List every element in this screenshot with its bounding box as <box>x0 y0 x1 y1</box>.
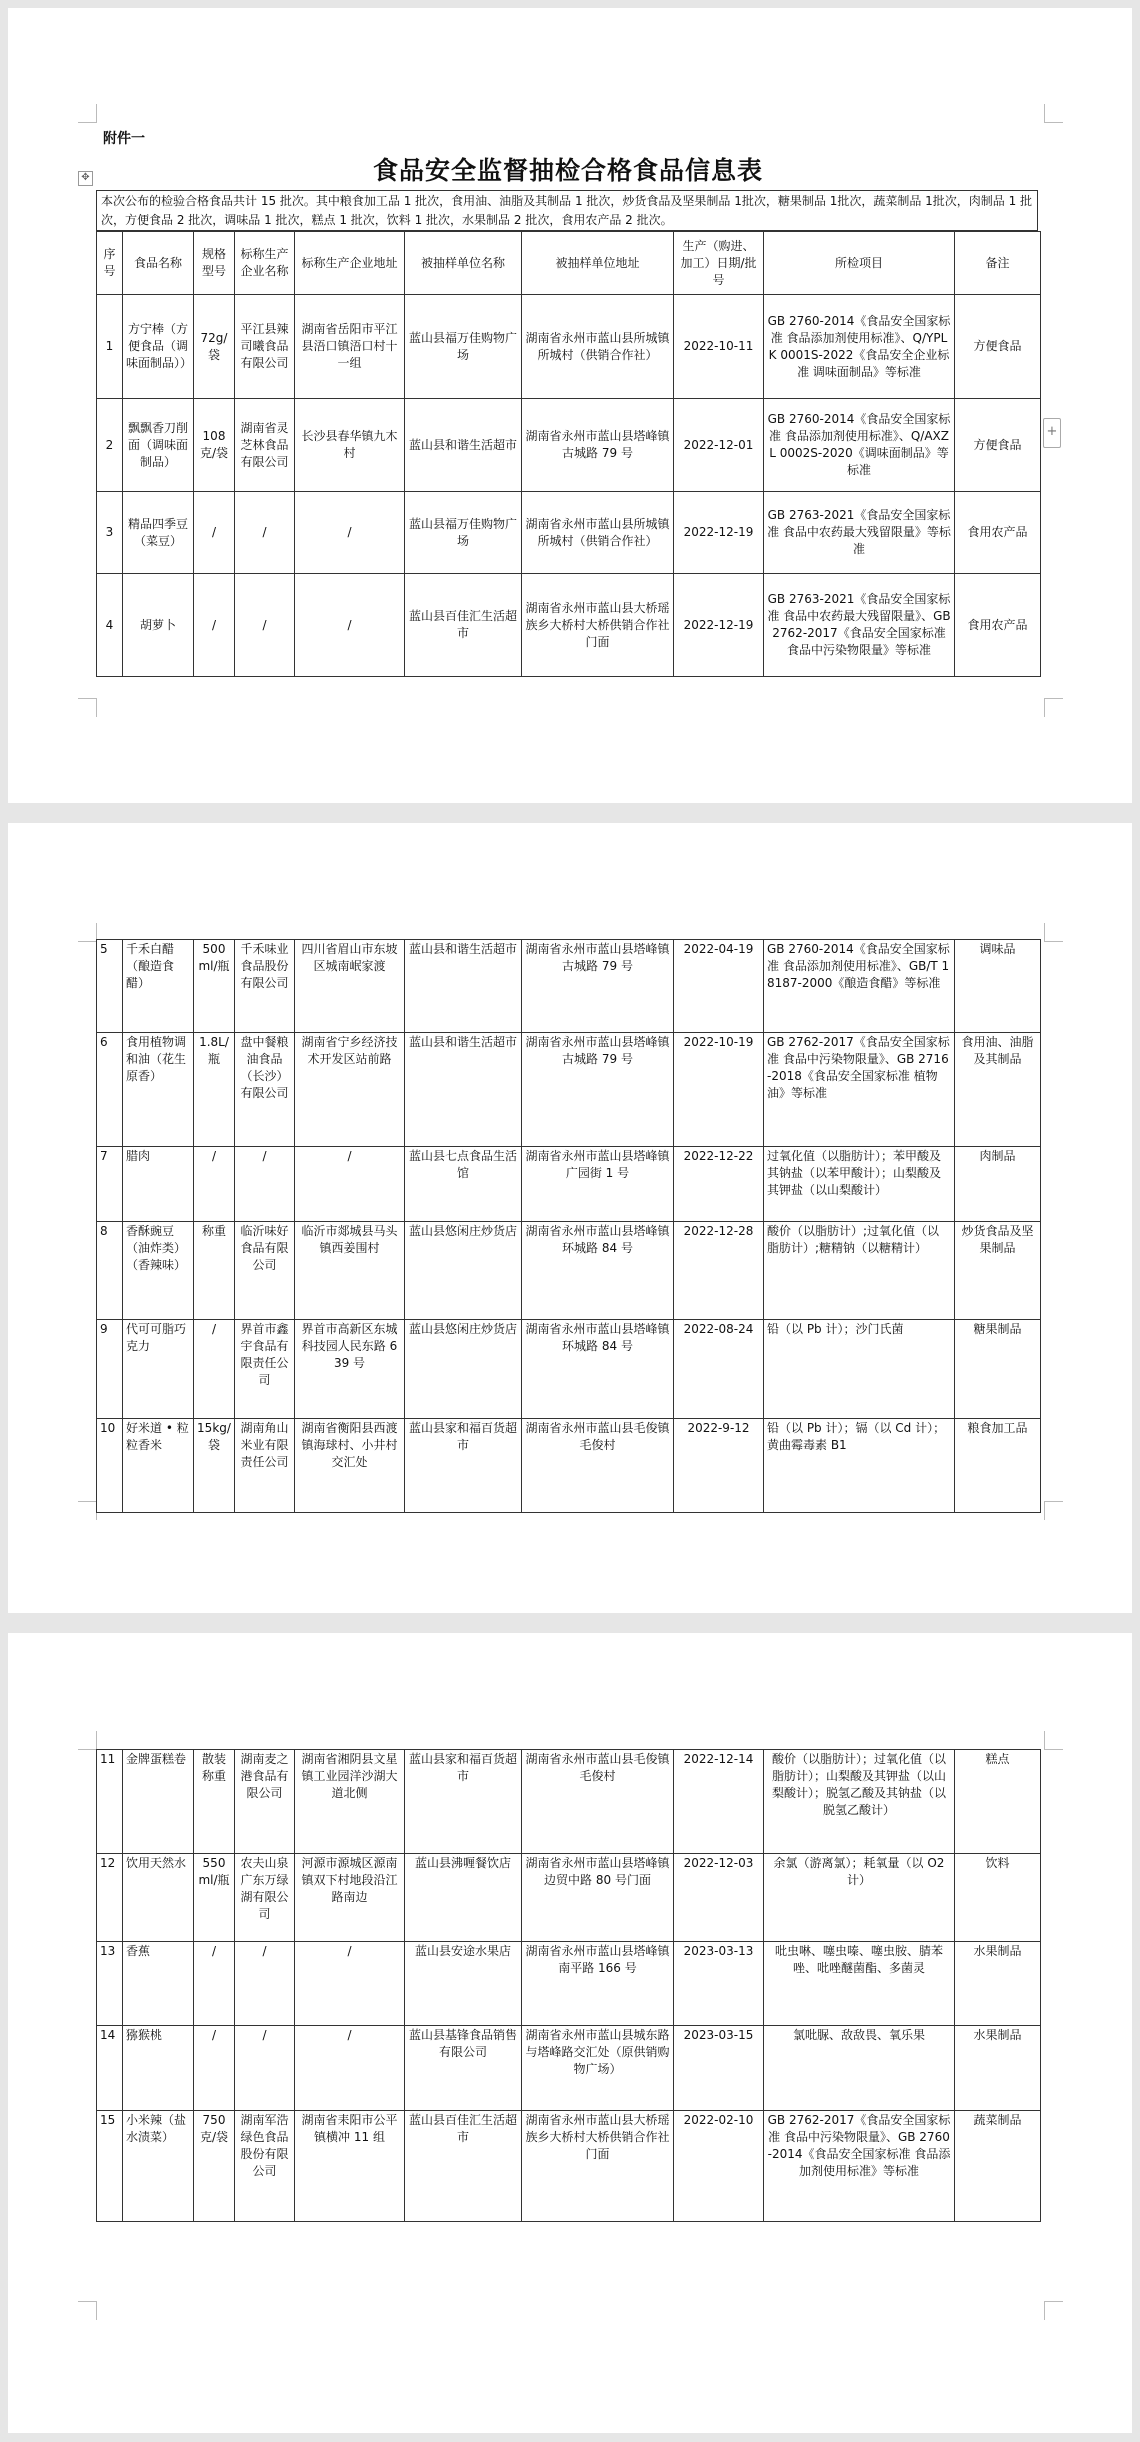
spec-cell: 750克/袋 <box>194 2111 235 2222</box>
production-date-cell: 2022-9-12 <box>674 1419 764 1513</box>
manufacturer-address-cell: 湖南省宁乡经济技术开发区站前路 <box>295 1033 405 1147</box>
crop-mark <box>1044 698 1063 717</box>
production-date-cell: 2022-12-28 <box>674 1222 764 1320</box>
sampled-unit-name-cell: 蓝山县和谐生活超市 <box>405 399 522 492</box>
row-number-cell: 11 <box>97 1750 123 1854</box>
sampled-unit-address-cell: 湖南省永州市蓝山县塔峰镇广园街 1 号 <box>522 1147 674 1222</box>
manufacturer-name-cell: / <box>235 1942 295 2026</box>
food-name-cell: 猕猴桃 <box>123 2026 194 2111</box>
food-name-cell: 方宁棒（方便食品（调味面制品）） <box>123 295 194 399</box>
remark-cell: 肉制品 <box>955 1147 1041 1222</box>
remark-cell: 食用农产品 <box>955 574 1041 677</box>
production-date-cell: 2022-04-19 <box>674 940 764 1033</box>
spec-cell: 1.8L/瓶 <box>194 1033 235 1147</box>
row-number-cell: 5 <box>97 940 123 1033</box>
test-items-cell: GB 2760-2014《食品安全国家标准 食品添加剂使用标准》、Q/AXZL 0002S-2020《调味面制品》等标准 <box>764 399 955 492</box>
production-date-cell: 2022-10-11 <box>674 295 764 399</box>
row-number-cell: 4 <box>97 574 123 677</box>
sampled-unit-name-cell: 蓝山县和谐生活超市 <box>405 1033 522 1147</box>
spec-cell: 称重 <box>194 1222 235 1320</box>
production-date-cell: 2022-12-14 <box>674 1750 764 1854</box>
manufacturer-address-cell: 四川省眉山市东坡区城南岷家渡 <box>295 940 405 1033</box>
crop-mark <box>78 1731 97 1750</box>
manufacturer-name-cell: 农夫山泉广东万绿湖有限公司 <box>235 1854 295 1942</box>
test-items-cell: GB 2760-2014《食品安全国家标准 食品添加剂使用标准》、Q/YPLK 0001S-2022《食品安全企业标准 调味面制品》等标准 <box>764 295 955 399</box>
sampled-unit-address-cell: 湖南省永州市蓝山县大桥瑶族乡大桥村大桥供销合作社门面 <box>522 574 674 677</box>
table-row <box>97 1033 1041 1147</box>
sampled-unit-address-cell: 湖南省永州市蓝山县所城镇所城村（供销合作社） <box>522 492 674 574</box>
food-name-cell: 腊肉 <box>123 1147 194 1222</box>
food-name-cell: 千禾白醋（酿造食醋） <box>123 940 194 1033</box>
spec-cell: / <box>194 2026 235 2111</box>
table-row <box>97 1320 1041 1419</box>
sampled-unit-address-cell: 湖南省永州市蓝山县塔峰镇古城路 79 号 <box>522 399 674 492</box>
production-date-cell: 2022-12-19 <box>674 492 764 574</box>
spec-cell: 15kg/袋 <box>194 1419 235 1513</box>
manufacturer-address-cell: 长沙县春华镇九木村 <box>295 399 405 492</box>
sampled-unit-name-cell: 蓝山县悠闲庄炒货店 <box>405 1222 522 1320</box>
remark-cell: 食用油、油脂及其制品 <box>955 1033 1041 1147</box>
manufacturer-name-cell: / <box>235 492 295 574</box>
test-items-cell: 铅（以 Pb 计）；镉（以 Cd 计）；黄曲霉毒素 B1 <box>764 1419 955 1513</box>
row-number-cell: 13 <box>97 1942 123 2026</box>
test-items-cell: GB 2762-2017《食品安全国家标准 食品中污染物限量》、GB 2716-2018《食品安全国家标准 植物油》等标准 <box>764 1033 955 1147</box>
spec-cell: / <box>194 492 235 574</box>
sampled-unit-name-cell: 蓝山县百佳汇生活超市 <box>405 574 522 677</box>
test-items-cell: GB 2763-2021《食品安全国家标准 食品中农药最大残留限量》等标准 <box>764 492 955 574</box>
crop-mark <box>1044 1501 1063 1520</box>
col-header: 规格型号 <box>194 232 235 295</box>
row-number-cell: 2 <box>97 399 123 492</box>
production-date-cell: 2023-03-15 <box>674 2026 764 2111</box>
production-date-cell: 2022-12-22 <box>674 1147 764 1222</box>
summary-text: 本次公布的检验合格食品共计 15 批次。其中粮食加工品 1 批次，食用油、油脂及其制品 1 批次，炒货食品及坚果制品 1批次，糖果制品 1批次，蔬菜制品 1批次，肉制品 1 批次，方便食品 2 批次，调味品 1 批次，糕点 1 批次，饮料 1 批次，水果制品 2 批次，食用农产品 2 批次。 <box>96 190 1038 231</box>
sampled-unit-name-cell: 蓝山县沸喱餐饮店 <box>405 1854 522 1942</box>
food-name-cell: 飘飘香刀削面（调味面制品） <box>123 399 194 492</box>
row-number-cell: 12 <box>97 1854 123 1942</box>
page-3 <box>8 1633 1132 2433</box>
table-row <box>97 295 1041 399</box>
sampled-unit-address-cell: 湖南省永州市蓝山县城东路与塔峰路交汇处（原供销购物广场） <box>522 2026 674 2111</box>
manufacturer-name-cell: 千禾味业食品股份有限公司 <box>235 940 295 1033</box>
manufacturer-name-cell: 湖南麦之港食品有限公司 <box>235 1750 295 1854</box>
manufacturer-name-cell: 湖南角山米业有限责任公司 <box>235 1419 295 1513</box>
manufacturer-name-cell: / <box>235 1147 295 1222</box>
sampled-unit-address-cell: 湖南省永州市蓝山县塔峰镇边贸中路 80 号门面 <box>522 1854 674 1942</box>
sampled-unit-name-cell: 蓝山县福万佳购物广场 <box>405 492 522 574</box>
food-name-cell: 香蕉 <box>123 1942 194 2026</box>
manufacturer-address-cell: / <box>295 492 405 574</box>
production-date-cell: 2022-10-19 <box>674 1033 764 1147</box>
manufacturer-address-cell: 河源市源城区源南镇双下村地段沿江路南边 <box>295 1854 405 1942</box>
sampled-unit-address-cell: 湖南省永州市蓝山县塔峰镇环城路 84 号 <box>522 1222 674 1320</box>
sampled-unit-name-cell: 蓝山县七点食品生活馆 <box>405 1147 522 1222</box>
col-header: 食品名称 <box>123 232 194 295</box>
food-name-cell: 香酥豌豆（油炸类）（香辣味） <box>123 1222 194 1320</box>
food-name-cell: 饮用天然水 <box>123 1854 194 1942</box>
table-row <box>97 492 1041 574</box>
table-row <box>97 574 1041 677</box>
row-number-cell: 15 <box>97 2111 123 2222</box>
remark-cell: 炒货食品及坚果制品 <box>955 1222 1041 1320</box>
manufacturer-address-cell: 湖南省湘阴县文星镇工业园洋沙湖大道北侧 <box>295 1750 405 1854</box>
sampled-unit-name-cell: 蓝山县和谐生活超市 <box>405 940 522 1033</box>
remark-cell: 水果制品 <box>955 1942 1041 2026</box>
row-number-cell: 6 <box>97 1033 123 1147</box>
page-1 <box>8 8 1132 803</box>
test-items-cell: GB 2760-2014《食品安全国家标准 食品添加剂使用标准》、GB/T 18187-2000《酿造食醋》等标准 <box>764 940 955 1033</box>
table-row <box>97 1750 1041 1854</box>
table-row <box>97 940 1041 1033</box>
sampled-unit-name-cell: 蓝山县家和福百货超市 <box>405 1750 522 1854</box>
col-header: 序号 <box>97 232 123 295</box>
spec-cell: 108克/袋 <box>194 399 235 492</box>
crop-mark <box>1044 104 1063 123</box>
manufacturer-name-cell: / <box>235 574 295 677</box>
crop-mark <box>78 1501 97 1520</box>
manufacturer-name-cell: 临沂味好食品有限公司 <box>235 1222 295 1320</box>
col-header: 被抽样单位名称 <box>405 232 522 295</box>
sampled-unit-address-cell: 湖南省永州市蓝山县塔峰镇古城路 79 号 <box>522 1033 674 1147</box>
test-items-cell: 吡虫啉、噻虫嗪、噻虫胺、腈苯唑、吡唑醚菌酯、多菌灵 <box>764 1942 955 2026</box>
food-name-cell: 小米辣（盐水渍菜） <box>123 2111 194 2222</box>
manufacturer-address-cell: 界首市高新区东城科技园人民东路 639 号 <box>295 1320 405 1419</box>
remark-cell: 食用农产品 <box>955 492 1041 574</box>
test-items-cell: GB 2763-2021《食品安全国家标准 食品中农药最大残留限量》、GB 2762-2017《食品安全国家标准 食品中污染物限量》等标准 <box>764 574 955 677</box>
crop-mark <box>78 698 97 717</box>
manufacturer-address-cell: / <box>295 1942 405 2026</box>
table-row <box>97 1147 1041 1222</box>
spec-cell: 500ml/瓶 <box>194 940 235 1033</box>
row-number-cell: 9 <box>97 1320 123 1419</box>
manufacturer-address-cell: 临沂市郯城县马头镇西姜围村 <box>295 1222 405 1320</box>
manufacturer-name-cell: 界首市鑫宇食品有限责任公司 <box>235 1320 295 1419</box>
remark-cell: 方便食品 <box>955 295 1041 399</box>
col-header: 被抽样单位地址 <box>522 232 674 295</box>
table-row <box>97 2026 1041 2111</box>
row-number-cell: 14 <box>97 2026 123 2111</box>
remark-cell: 饮料 <box>955 1854 1041 1942</box>
manufacturer-address-cell: / <box>295 2026 405 2111</box>
production-date-cell: 2022-02-10 <box>674 2111 764 2222</box>
manufacturer-name-cell: 湖南省灵芝林食品有限公司 <box>235 399 295 492</box>
manufacturer-address-cell: 湖南省耒阳市公平镇横冲 11 组 <box>295 2111 405 2222</box>
remark-cell: 蔬菜制品 <box>955 2111 1041 2222</box>
food-table-continued <box>96 1749 1041 2222</box>
col-header: 标称生产企业地址 <box>295 232 405 295</box>
row-number-cell: 7 <box>97 1147 123 1222</box>
manufacturer-address-cell: / <box>295 574 405 677</box>
spec-cell: / <box>194 1147 235 1222</box>
manufacturer-address-cell: 湖南省岳阳市平江县浯口镇浯口村十一组 <box>295 295 405 399</box>
add-column-button[interactable]: + <box>1043 418 1061 448</box>
food-table-continued <box>96 939 1041 1513</box>
test-items-cell: 酸价（以脂肪计）；过氧化值（以脂肪计）；山梨酸及其钾盐（以山梨酸计）；脱氢乙酸及其钠盐（以脱氢乙酸计） <box>764 1750 955 1854</box>
spec-cell: / <box>194 1320 235 1419</box>
manufacturer-address-cell: 湖南省衡阳县西渡镇海球村、小井村交汇处 <box>295 1419 405 1513</box>
test-items-cell: 氯吡脲、敌敌畏、氧乐果 <box>764 2026 955 2111</box>
food-name-cell: 胡萝卜 <box>123 574 194 677</box>
test-items-cell: 余氯（游离氯）；耗氧量（以 O2 计） <box>764 1854 955 1942</box>
spec-cell: / <box>194 1942 235 2026</box>
table-row <box>97 2111 1041 2222</box>
crop-mark <box>1044 2301 1063 2320</box>
sampled-unit-name-cell: 蓝山县家和福百货超市 <box>405 1419 522 1513</box>
spec-cell: 散装称重 <box>194 1750 235 1854</box>
sampled-unit-address-cell: 湖南省永州市蓝山县塔峰镇古城路 79 号 <box>522 940 674 1033</box>
sampled-unit-address-cell: 湖南省永州市蓝山县大桥瑶族乡大桥村大桥供销合作社门面 <box>522 2111 674 2222</box>
test-items-cell: GB 2762-2017《食品安全国家标准 食品中污染物限量》、GB 2760-2014《食品安全国家标准 食品添加剂使用标准》等标准 <box>764 2111 955 2222</box>
manufacturer-name-cell: 平江县辣司曦食品有限公司 <box>235 295 295 399</box>
sampled-unit-name-cell: 蓝山县安途水果店 <box>405 1942 522 2026</box>
table-move-handle-icon[interactable]: ✥ <box>78 171 93 186</box>
row-number-cell: 1 <box>97 295 123 399</box>
table-row <box>97 1854 1041 1942</box>
table-row <box>97 1419 1041 1513</box>
food-name-cell: 金牌蛋糕卷 <box>123 1750 194 1854</box>
sampled-unit-name-cell: 蓝山县悠闲庄炒货店 <box>405 1320 522 1419</box>
remark-cell: 粮食加工品 <box>955 1419 1041 1513</box>
test-items-cell: 过氧化值（以脂肪计）；苯甲酸及其钠盐（以苯甲酸计）；山梨酸及其钾盐（以山梨酸计） <box>764 1147 955 1222</box>
col-header: 备注 <box>955 232 1041 295</box>
remark-cell: 水果制品 <box>955 2026 1041 2111</box>
page-2 <box>8 823 1132 1613</box>
food-name-cell: 代可可脂巧克力 <box>123 1320 194 1419</box>
sampled-unit-address-cell: 湖南省永州市蓝山县所城镇所城村（供销合作社） <box>522 295 674 399</box>
food-name-cell: 食用植物调和油（花生原香） <box>123 1033 194 1147</box>
table-row <box>97 399 1041 492</box>
row-number-cell: 8 <box>97 1222 123 1320</box>
col-header: 生产（购进、加工）日期/批号 <box>674 232 764 295</box>
table-row <box>97 1942 1041 2026</box>
sampled-unit-name-cell: 蓝山县基锋食品销售有限公司 <box>405 2026 522 2111</box>
sampled-unit-address-cell: 湖南省永州市蓝山县毛俊镇毛俊村 <box>522 1750 674 1854</box>
sampled-unit-address-cell: 湖南省永州市蓝山县塔峰镇南平路 166 号 <box>522 1942 674 2026</box>
food-name-cell: 精品四季豆（菜豆） <box>123 492 194 574</box>
test-items-cell: 铅（以 Pb 计）；沙门氏菌 <box>764 1320 955 1419</box>
spec-cell: 72g/袋 <box>194 295 235 399</box>
manufacturer-name-cell: 盘中餐粮油食品（长沙）有限公司 <box>235 1033 295 1147</box>
sampled-unit-address-cell: 湖南省永州市蓝山县塔峰镇环城路 84 号 <box>522 1320 674 1419</box>
production-date-cell: 2022-12-03 <box>674 1854 764 1942</box>
row-number-cell: 3 <box>97 492 123 574</box>
sampled-unit-address-cell: 湖南省永州市蓝山县毛俊镇毛俊村 <box>522 1419 674 1513</box>
attachment-label: 附件一 <box>103 131 145 147</box>
crop-mark <box>1044 923 1063 942</box>
crop-mark <box>78 2301 97 2320</box>
table-row <box>97 1222 1041 1320</box>
production-date-cell: 2023-03-13 <box>674 1942 764 2026</box>
crop-mark <box>78 104 97 123</box>
spec-cell: 550ml/瓶 <box>194 1854 235 1942</box>
manufacturer-name-cell: 湖南军浩绿色食品股份有限公司 <box>235 2111 295 2222</box>
table-header-row <box>97 232 1041 295</box>
food-name-cell: 好米道 • 粒粒香米 <box>123 1419 194 1513</box>
food-table <box>96 231 1041 677</box>
remark-cell: 糖果制品 <box>955 1320 1041 1419</box>
test-items-cell: 酸价（以脂肪计）;过氧化值（以脂肪计）;糖精钠（以糖精计） <box>764 1222 955 1320</box>
spec-cell: / <box>194 574 235 677</box>
crop-mark <box>1044 1731 1063 1750</box>
remark-cell: 方便食品 <box>955 399 1041 492</box>
production-date-cell: 2022-12-19 <box>674 574 764 677</box>
manufacturer-address-cell: / <box>295 1147 405 1222</box>
sampled-unit-name-cell: 蓝山县百佳汇生活超市 <box>405 2111 522 2222</box>
manufacturer-name-cell: / <box>235 2026 295 2111</box>
remark-cell: 糕点 <box>955 1750 1041 1854</box>
row-number-cell: 10 <box>97 1419 123 1513</box>
col-header: 所检项目 <box>764 232 955 295</box>
col-header: 标称生产企业名称 <box>235 232 295 295</box>
remark-cell: 调味品 <box>955 940 1041 1033</box>
sampled-unit-name-cell: 蓝山县福万佳购物广场 <box>405 295 522 399</box>
production-date-cell: 2022-08-24 <box>674 1320 764 1419</box>
production-date-cell: 2022-12-01 <box>674 399 764 492</box>
page-title: 食品安全监督抽检合格食品信息表 <box>372 156 763 185</box>
crop-mark <box>78 923 97 942</box>
